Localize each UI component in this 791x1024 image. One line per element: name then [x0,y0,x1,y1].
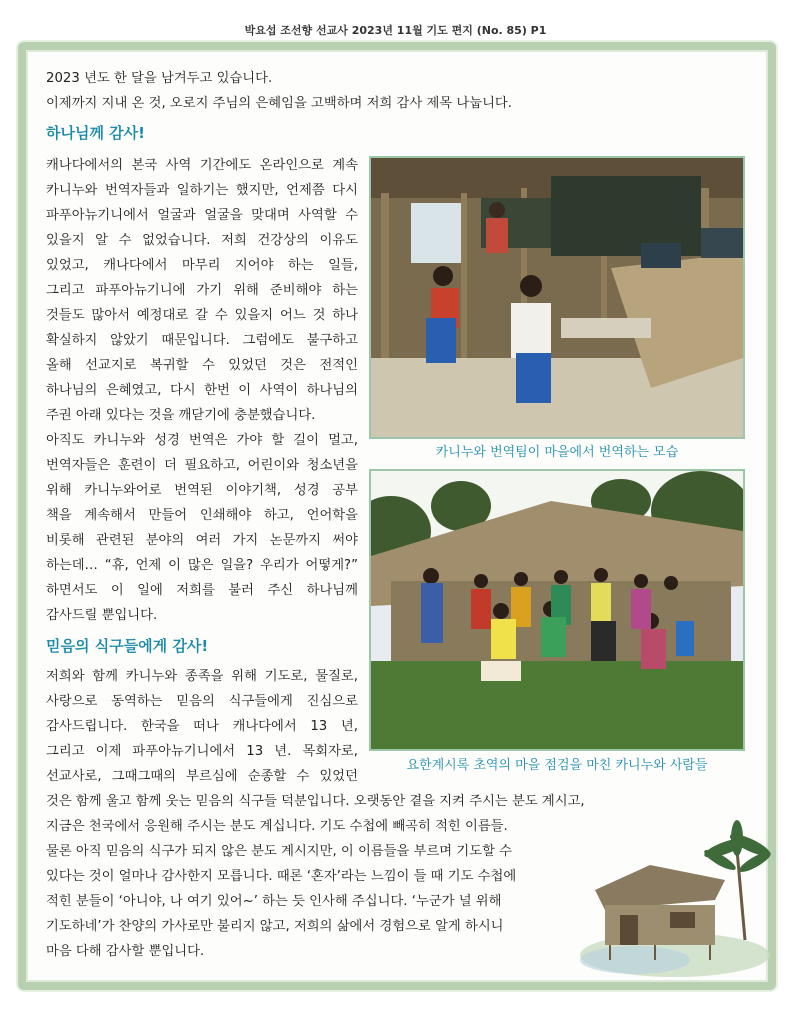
text-line: 마음 다해 감사할 뿐입니다. [46,944,205,959]
text-line: 감사드릴 뿐입니다. [46,608,158,623]
section1-paragraph-1 [46,153,358,428]
text-line: 캐나다에서의 본국 사역 기간에도 온라인으로 계속 [46,158,358,173]
section1-paragraph-2 [46,428,358,628]
text-line: 올해 선교지로 복귀할 수 있었던 것은 전적인 [46,358,358,373]
text-line: 아직도 카니누와 성경 번역은 가야 할 길이 멀고, [46,433,358,448]
text-line: 그리고 파푸아뉴기니에 가기 위해 준비해야 하는 [46,283,358,298]
text-line: 있었고, 캐나다에서 마무리 지어야 하는 일들, [46,258,358,273]
text-line: 감사드립니다. 한국을 떠나 캐나다에서 13 년, [46,719,358,734]
text-line: 그리고 이제 파푸아뉴기니에서 13 년. 목회자로, [46,744,358,759]
text-line: 사랑으로 동역하는 믿음의 식구들에게 진심으로 [46,694,358,709]
page-header: 박요섭 조선향 선교사 2023년 11월 기도 편지 (No. 85) P1 [244,24,547,37]
text-line: 위해 카니누와어로 번역된 이야기책, 성경 공부 [46,483,358,498]
text-line: 비롯해 관련된 분야의 여러 가지 논문까지 써야 [46,533,358,548]
text-line: 저희와 함께 카니누와 종족을 위해 기도로, 물질로, [46,669,358,684]
text-line: 주권 아래 있다는 것을 깨닫기에 충분했습니다. [46,408,316,423]
photo-translation-team [369,156,745,439]
text-line: 확실하지 않았기 때문입니다. 그럼에도 불구하고 [46,333,358,348]
text-line: 기도하네’가 찬양의 가사로만 불리지 않고, 저희의 삶에서 경험으로 알게 하시니 [46,919,504,934]
text-line: 번역자들은 훈련이 더 필요하고, 어린이와 청소년을 [46,458,358,473]
text-line: 것들도 많아서 예정대로 갈 수 있을지 어느 것 하나 [46,308,358,323]
section2-paragraph-wide [46,789,585,964]
text-line: 적힌 분들이 ‘아니야, 나 여기 있어~’ 하는 듯 인사해 주십니다. ‘누군가 널 위해 [46,894,502,909]
translation-scene-illustration [371,158,743,437]
text-line: 카니누와 번역자들과 일하기는 했지만, 언제쯤 다시 [46,183,358,198]
section-heading-thanks-family: 믿음의 식구들에게 감사! [46,637,209,655]
village-group-illustration [371,471,743,749]
text-line: 것은 함께 울고 함께 웃는 믿음의 식구들 덕분입니다. 오랫동안 곁을 지켜 주시는 분도 계시고, [46,794,585,809]
text-line: 물론 아직 믿음의 식구가 되지 않은 분도 계시지만, 이 이름들을 부르며 기도할 수 [46,844,512,859]
intro-line-1: 2023 년도 한 달을 남겨두고 있습니다. [46,71,273,86]
text-line: 하는데… “휴, 언제 이 많은 일을? 우리가 어떻게?” [46,558,358,573]
text-line: 있다는 것이 얼마나 감사한지 모릅니다. 때론 ‘혼자’라는 느낌이 들 때 기도 수첩에 [46,869,517,884]
text-line: 파푸아뉴기니에서 얼굴과 얼굴을 맞대며 사역할 수 [46,208,358,223]
text-line: 책을 계속해서 만들어 인쇄해야 하고, 언어학을 [46,508,358,523]
section2-paragraph-narrow [46,664,358,789]
intro-line-2: 이제까지 지내 온 것, 오로지 주님의 은혜임을 고백하며 저희 감사 제목 나눕니다. [46,96,512,111]
text-line: 하면서도 이 일에 저희를 불러 주신 하나님께 [46,583,358,598]
section-heading-thanks-god: 하나님께 감사! [46,124,146,142]
text-line: 하나님의 은혜였고, 다시 한번 이 사역이 하나님의 [46,383,358,398]
text-line: 선교사로, 그때그때의 부르심에 순종할 수 있었던 [46,769,358,784]
photo-translation-team-caption: 카니누와 번역팀이 마을에서 번역하는 모습 [435,445,679,460]
hut-illustration [575,820,775,980]
photo-village-group-caption: 요한계시록 초역의 마을 점검을 마친 카니누와 사람들 [406,758,708,773]
text-line: 있을지 알 수 없었습니다. 저희 건강상의 이유도 [46,233,358,248]
photo-village-group [369,469,745,751]
text-line: 지금은 천국에서 응원해 주시는 분도 계십니다. 기도 수첩에 빼곡히 적힌 이름들. [46,819,508,834]
